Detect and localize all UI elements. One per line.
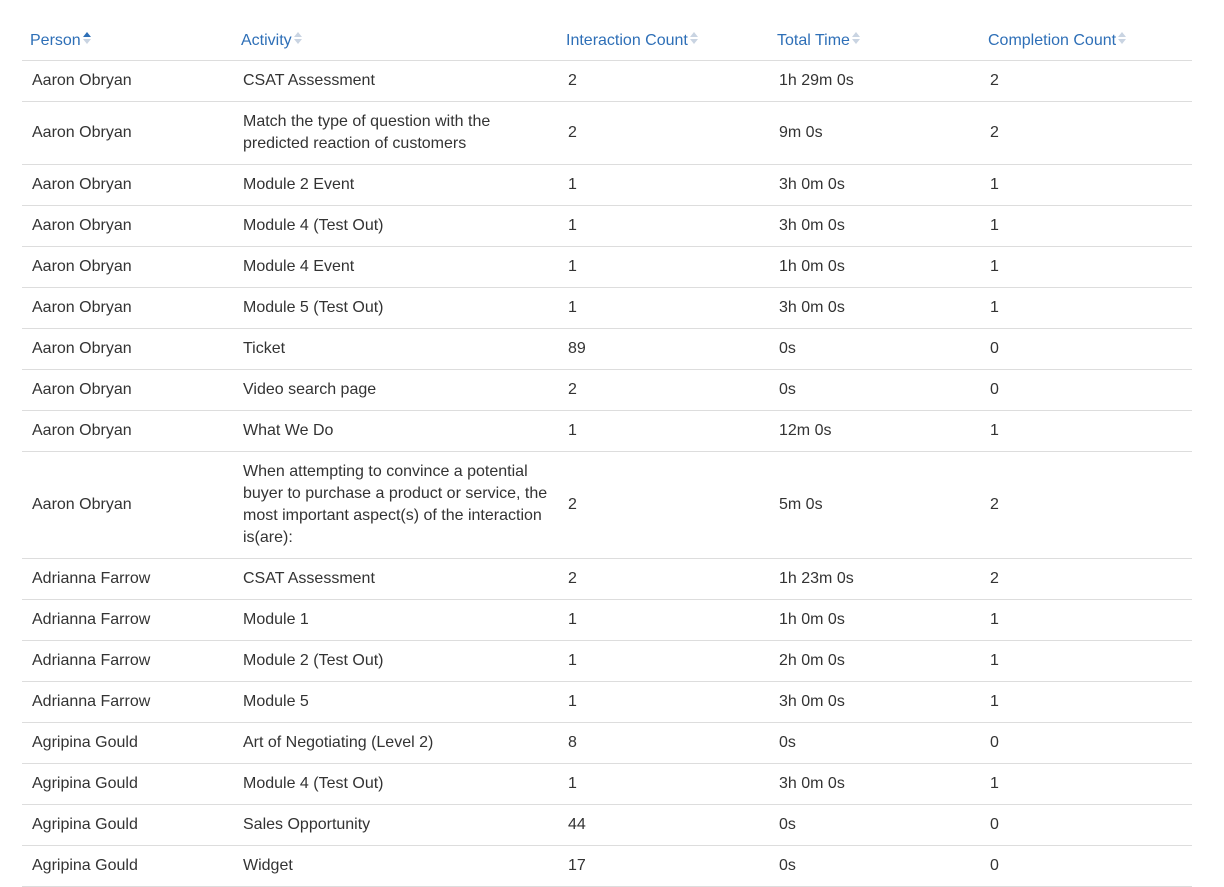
completion-count-cell: 1	[980, 641, 1192, 682]
table-row	[22, 102, 1192, 165]
person-cell: Agripina Gould	[22, 723, 233, 764]
activity-cell: Module 2 (Test Out)	[233, 641, 558, 682]
table-row	[22, 600, 1192, 641]
person-cell: Aaron Obryan	[22, 370, 233, 411]
interaction-count-cell: 1	[558, 247, 769, 288]
column-header-person[interactable]	[22, 22, 233, 61]
total-time-cell: 1h 29m 0s	[769, 61, 980, 102]
activity-cell: Module 4 (Test Out)	[233, 764, 558, 805]
activity-cell: Module 5	[233, 682, 558, 723]
table-row	[22, 846, 1192, 887]
sort-ascending-icon[interactable]	[83, 32, 91, 46]
interaction-count-cell: 1	[558, 600, 769, 641]
completion-count-cell: 1	[980, 411, 1192, 452]
activity-cell: Module 4 Event	[233, 247, 558, 288]
completion-count-cell: 1	[980, 206, 1192, 247]
interaction-count-cell: 1	[558, 682, 769, 723]
total-time-cell: 3h 0m 0s	[769, 764, 980, 805]
column-header-label[interactable]: Completion Count	[988, 32, 1117, 49]
activity-cell: CSAT Assessment	[233, 61, 558, 102]
column-header-label[interactable]: Person	[30, 32, 81, 49]
interaction-count-cell: 1	[558, 206, 769, 247]
completion-count-cell: 1	[980, 682, 1192, 723]
completion-count-cell: 0	[980, 846, 1192, 887]
interaction-count-cell: 2	[558, 61, 769, 102]
header-row	[22, 22, 1192, 61]
total-time-cell: 3h 0m 0s	[769, 165, 980, 206]
column-header-completion-count[interactable]	[980, 22, 1192, 61]
table-row	[22, 329, 1192, 370]
sort-icon[interactable]	[690, 32, 698, 46]
interaction-count-cell: 2	[558, 370, 769, 411]
completion-count-cell: 2	[980, 452, 1192, 559]
table-body	[22, 61, 1192, 887]
table-row	[22, 370, 1192, 411]
completion-count-cell: 0	[980, 805, 1192, 846]
activity-cell: Art of Negotiating (Level 2)	[233, 723, 558, 764]
interaction-count-cell: 1	[558, 288, 769, 329]
total-time-cell: 0s	[769, 723, 980, 764]
activity-cell: Module 5 (Test Out)	[233, 288, 558, 329]
completion-count-cell: 0	[980, 723, 1192, 764]
completion-count-cell: 1	[980, 600, 1192, 641]
activity-cell: When attempting to convince a potential buyer to purchase a product or service, the most important aspect(s) of the interaction is(are):	[233, 452, 558, 559]
person-cell: Agripina Gould	[22, 805, 233, 846]
activity-cell: Module 2 Event	[233, 165, 558, 206]
activity-cell: Sales Opportunity	[233, 805, 558, 846]
total-time-cell: 1h 0m 0s	[769, 247, 980, 288]
column-header-interaction-count[interactable]	[558, 22, 769, 61]
person-cell: Aaron Obryan	[22, 288, 233, 329]
total-time-cell: 1h 0m 0s	[769, 600, 980, 641]
table-row	[22, 61, 1192, 102]
interaction-count-cell: 8	[558, 723, 769, 764]
person-cell: Adrianna Farrow	[22, 559, 233, 600]
person-cell: Aaron Obryan	[22, 452, 233, 559]
total-time-cell: 9m 0s	[769, 102, 980, 165]
person-cell: Aaron Obryan	[22, 329, 233, 370]
table-header	[22, 22, 1192, 61]
total-time-cell: 0s	[769, 846, 980, 887]
activity-cell: What We Do	[233, 411, 558, 452]
column-header-label[interactable]: Interaction Count	[566, 32, 688, 49]
activity-cell: Module 4 (Test Out)	[233, 206, 558, 247]
activity-report-table	[22, 22, 1192, 887]
column-header-label[interactable]: Activity	[241, 32, 292, 49]
total-time-cell: 1h 23m 0s	[769, 559, 980, 600]
interaction-count-cell: 1	[558, 641, 769, 682]
interaction-count-cell: 89	[558, 329, 769, 370]
interaction-count-cell: 1	[558, 165, 769, 206]
table-row	[22, 682, 1192, 723]
table-row	[22, 288, 1192, 329]
person-cell: Adrianna Farrow	[22, 682, 233, 723]
person-cell: Adrianna Farrow	[22, 641, 233, 682]
table-row	[22, 165, 1192, 206]
table-row	[22, 411, 1192, 452]
table-row	[22, 723, 1192, 764]
table-row	[22, 559, 1192, 600]
completion-count-cell: 0	[980, 370, 1192, 411]
total-time-cell: 0s	[769, 370, 980, 411]
completion-count-cell: 0	[980, 329, 1192, 370]
person-cell: Aaron Obryan	[22, 247, 233, 288]
total-time-cell: 2h 0m 0s	[769, 641, 980, 682]
table-row	[22, 805, 1192, 846]
person-cell: Agripina Gould	[22, 764, 233, 805]
table-row	[22, 764, 1192, 805]
interaction-count-cell: 1	[558, 764, 769, 805]
column-header-label[interactable]: Total Time	[777, 32, 850, 49]
completion-count-cell: 1	[980, 764, 1192, 805]
interaction-count-cell: 2	[558, 452, 769, 559]
interaction-count-cell: 17	[558, 846, 769, 887]
person-cell: Aaron Obryan	[22, 165, 233, 206]
activity-cell: Module 1	[233, 600, 558, 641]
activity-cell: Widget	[233, 846, 558, 887]
total-time-cell: 0s	[769, 329, 980, 370]
activity-cell: Video search page	[233, 370, 558, 411]
sort-icon[interactable]	[294, 32, 302, 46]
sort-icon[interactable]	[852, 32, 860, 46]
interaction-count-cell: 2	[558, 559, 769, 600]
column-header-total-time[interactable]	[769, 22, 980, 61]
person-cell: Aaron Obryan	[22, 411, 233, 452]
person-cell: Agripina Gould	[22, 846, 233, 887]
completion-count-cell: 1	[980, 288, 1192, 329]
total-time-cell: 5m 0s	[769, 452, 980, 559]
completion-count-cell: 1	[980, 165, 1192, 206]
table-row	[22, 247, 1192, 288]
activity-cell: CSAT Assessment	[233, 559, 558, 600]
person-cell: Aaron Obryan	[22, 102, 233, 165]
completion-count-cell: 2	[980, 559, 1192, 600]
table-row	[22, 452, 1192, 559]
person-cell: Aaron Obryan	[22, 206, 233, 247]
completion-count-cell: 1	[980, 247, 1192, 288]
total-time-cell: 3h 0m 0s	[769, 206, 980, 247]
activity-cell: Ticket	[233, 329, 558, 370]
completion-count-cell: 2	[980, 61, 1192, 102]
table-row	[22, 206, 1192, 247]
person-cell: Adrianna Farrow	[22, 600, 233, 641]
activity-cell: Match the type of question with the predicted reaction of customers	[233, 102, 558, 165]
total-time-cell: 3h 0m 0s	[769, 288, 980, 329]
report-table-container	[22, 22, 1192, 887]
interaction-count-cell: 44	[558, 805, 769, 846]
completion-count-cell: 2	[980, 102, 1192, 165]
total-time-cell: 0s	[769, 805, 980, 846]
column-header-activity[interactable]	[233, 22, 558, 61]
table-row	[22, 641, 1192, 682]
sort-icon[interactable]	[1118, 32, 1126, 46]
interaction-count-cell: 1	[558, 411, 769, 452]
interaction-count-cell: 2	[558, 102, 769, 165]
total-time-cell: 3h 0m 0s	[769, 682, 980, 723]
total-time-cell: 12m 0s	[769, 411, 980, 452]
person-cell: Aaron Obryan	[22, 61, 233, 102]
